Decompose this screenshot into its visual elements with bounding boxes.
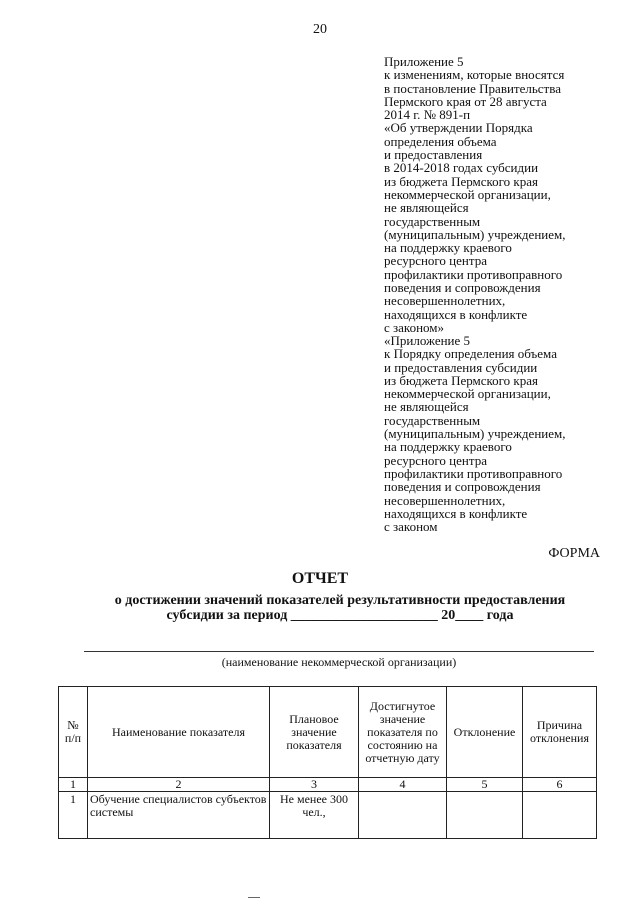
header-achieved-value: Достигнутое значение показателя по состоянию на отчетную дату [359, 687, 447, 778]
annex-procedure-line: с законом [384, 519, 438, 535]
header-indicator-name: Наименование показателя [88, 687, 270, 778]
annex-changes-line: Приложение 5 [384, 54, 464, 69]
column-number: 2 [88, 778, 270, 792]
form-label: ФОРМА [548, 546, 600, 561]
annex-changes-line: к изменениям, которые вносятся [384, 67, 565, 83]
annex-changes-line: (муниципальным) учреждением, [384, 226, 566, 242]
annex-procedure-line: некоммерческой организации, [384, 386, 551, 402]
annex-changes-line: поведения и сопровождения [384, 280, 541, 296]
annex-changes-line: государственным [384, 213, 481, 229]
annex-changes-line: в постановление Правительства [384, 80, 561, 96]
annex-changes-line: с законом» [384, 319, 445, 335]
annex-changes-line: на поддержку краевого [384, 240, 512, 256]
annex-changes-line: некоммерческой организации, [384, 186, 551, 202]
annex-procedure-line: к Порядку определения объема [384, 346, 557, 362]
report-table [58, 686, 597, 839]
annex-changes-line: «Об утверждении Порядка [384, 120, 533, 136]
annex-procedure-line: (муниципальным) учреждением, [384, 426, 566, 442]
report-title: ОТЧЕТ [291, 570, 349, 587]
annex-procedure-line: из бюджета Пермского края [384, 372, 539, 388]
page-number: 20 [313, 22, 327, 37]
organization-caption: (наименование некоммерческой организации) [221, 655, 457, 669]
annex-procedure-line: «Приложение 5 [384, 333, 471, 348]
column-number: 4 [359, 778, 447, 792]
header-num: № п/п [59, 687, 88, 778]
header-deviation: Отклонение [447, 687, 523, 778]
report-subtitle-line-2: субсидии за период _____________________ 20____ года [166, 608, 514, 623]
annex-procedure-line: на поддержку краевого [384, 439, 512, 455]
annex-changes-block [384, 55, 614, 334]
annex-changes-line: Пермского края от 28 августа [384, 93, 547, 109]
annex-changes-line: в 2014-2018 годах субсидии [384, 160, 539, 176]
annex-changes-line: и предоставления [384, 147, 483, 163]
row-deviation-reason [523, 792, 597, 839]
header-planned-value: Плановое значение показателя [270, 687, 359, 778]
annex-changes-line: профилактики противоправного [384, 266, 563, 282]
annex-procedure-line: профилактики противоправного [384, 465, 563, 481]
annex-changes-line: находящихся в конфликте [384, 306, 528, 322]
annex-procedure-line: и предоставления субсидии [384, 359, 538, 375]
row-deviation [447, 792, 523, 839]
column-number: 1 [59, 778, 88, 792]
annex-changes-line: не являющейся [384, 200, 469, 216]
annex-changes-line: из бюджета Пермского края [384, 173, 539, 189]
annex-procedure-line: находящихся в конфликте [384, 505, 528, 521]
annex-procedure-line: государственным [384, 412, 481, 428]
row-planned-value: Не менее 300 чел., [270, 792, 359, 839]
footer-mark [248, 897, 260, 898]
annex-changes-line: 2014 г. № 891-п [384, 107, 471, 123]
annex-procedure-line: несовершеннолетних, [384, 492, 506, 508]
annex-procedure-line: ресурсного центра [384, 452, 487, 468]
organization-name-line [84, 651, 594, 652]
column-number: 6 [523, 778, 597, 792]
table-row [59, 792, 597, 839]
annex-procedure-block [384, 334, 614, 533]
report-subtitle-line-1: о достижении значений показателей результативности предоставления [114, 593, 566, 608]
annex-changes-line: определения объема [384, 133, 497, 149]
column-number: 5 [447, 778, 523, 792]
column-number: 3 [270, 778, 359, 792]
annex-changes-line: несовершеннолетних, [384, 293, 506, 309]
row-num: 1 [59, 792, 88, 839]
annex-procedure-line: не являющейся [384, 399, 469, 415]
row-indicator-name: Обучение специалистов субъектов системы [88, 792, 270, 839]
annex-procedure-line: поведения и сопровождения [384, 479, 541, 495]
report-subtitle [60, 593, 620, 623]
row-achieved-value [359, 792, 447, 839]
annex-changes-line: ресурсного центра [384, 253, 487, 269]
header-deviation-reason: Причина отклонения [523, 687, 597, 778]
